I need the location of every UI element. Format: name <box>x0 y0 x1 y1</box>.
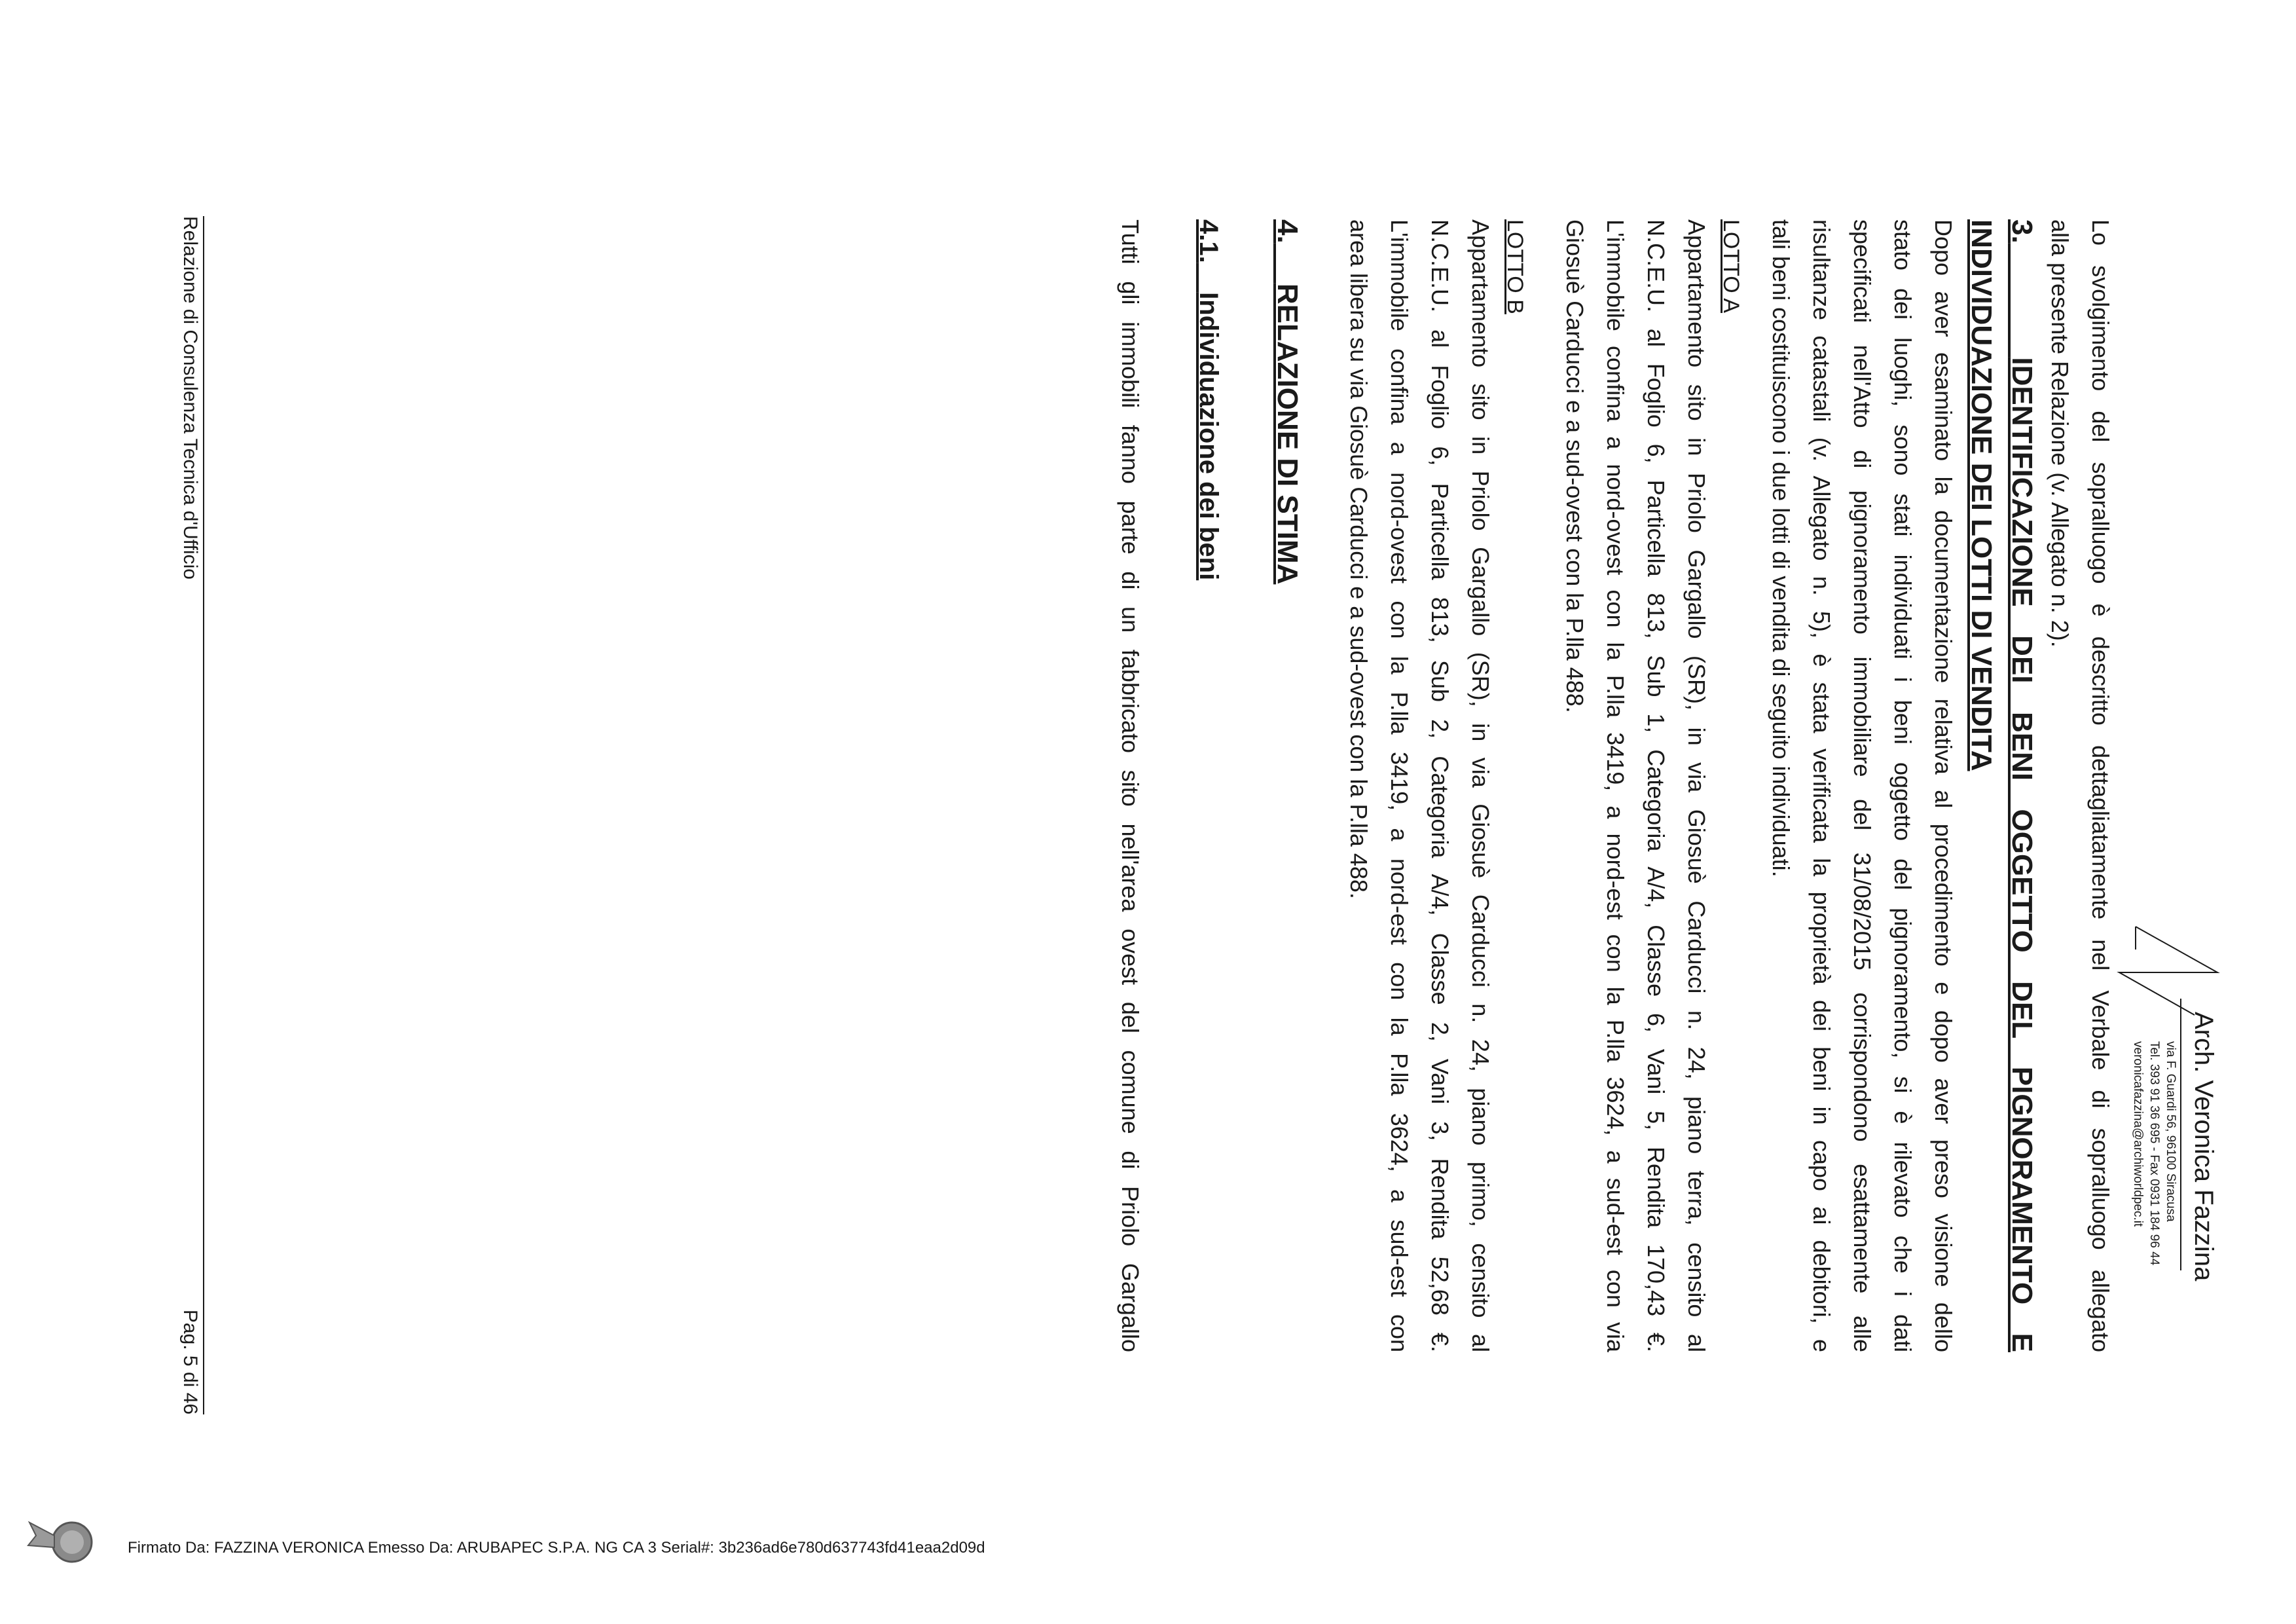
lotto-a-line: N.C.E.U. al Foglio 6, Particella 813, Sub 1, Categoria A/4, Classe 6, Vani 5, Rendita 170,43 €. <box>1643 219 1669 1352</box>
section-4-1-title: Individuazione dei beni <box>1194 292 1223 581</box>
lotto-a-description <box>1554 219 1717 1352</box>
footer-title: Relazione di Consulenza Tecnica d'Ufficio <box>179 216 201 580</box>
section-3-paragraph <box>1760 219 1963 1352</box>
section-4-1-number: 4.1. <box>1194 219 1223 263</box>
letterhead-address: via F. Guardi 56, 96100 Siracusa <box>2164 1041 2178 1222</box>
paragraph-line: tali beni costituiscono i due lotti di vendita di seguito individuati. <box>1768 219 1795 877</box>
page-number: Pag. 5 di 46 <box>179 1309 201 1414</box>
section-3-heading <box>1961 219 2042 1352</box>
seal-icon <box>23 1509 101 1575</box>
architect-logo-icon <box>2109 923 2234 1022</box>
section-4-1-paragraph <box>1110 219 1150 1352</box>
section-3-number: 3. <box>2006 219 2038 244</box>
lotto-a-line: L'immobile confina a nord-ovest con la P.lla 3419, a nord-est con la P.lla 3624, a sud-est con via <box>1602 219 1629 1352</box>
lotto-b-line: area libera su via Giosuè Carducci e a sud-ovest con la P.lla 488. <box>1345 219 1372 899</box>
lotto-a-label: LOTTO A <box>1719 219 1743 313</box>
letterhead-email: veronicafazzina@archiworldpec.it <box>2131 1041 2145 1227</box>
section-3-title: IDENTIFICAZIONE DEI BENI OGGETTO DEL PIGNORAMENTO E <box>2006 357 2038 1352</box>
paragraph-line: risultanze catastali (v. Allegato n. 5), è stata verificata la proprietà dei beni in capo ai debitori, e <box>1808 219 1835 1352</box>
intro-paragraph <box>2039 219 2121 1352</box>
letterhead-phone: Tel. 393 91 36 695 - Fax 0931 184 96 44 <box>2147 1041 2161 1266</box>
section-4-heading <box>1267 219 1307 584</box>
digital-signature-strip: Firmato Da: FAZZINA VERONICA Emesso Da: ARUBAPEC S.P.A. NG CA 3 Serial#: 3b236ad6e780d637743fd41eaa2d09d <box>128 1539 985 1557</box>
section-3-title-line1 <box>2001 219 2042 1352</box>
section-4-1-heading <box>1188 219 1229 580</box>
section-4-number: 4. <box>1271 219 1303 244</box>
paragraph-line: specificati nell'Atto di pignoramento immobiliare del 31/08/2015 corrispondono esattamente alle <box>1849 219 1876 1352</box>
lotto-b-line: Appartamento sito in Priolo Gargallo (SR), in via Giosuè Carducci n. 24, piano primo, censito al <box>1467 219 1494 1352</box>
letterhead-name: Arch. Veronica Fazzina <box>2189 1012 2218 1282</box>
letterhead-rule <box>2180 999 2181 1270</box>
lotto-a-line: Appartamento sito in Priolo Gargallo (SR), in via Giosuè Carducci n. 24, piano terra, censito al <box>1683 219 1710 1352</box>
paragraph-line: Tutti gli immobili fanno parte di un fabbricato sito nell'area ovest del comune di Priolo Gargallo <box>1117 219 1144 1352</box>
footer-rule <box>203 216 204 1414</box>
section-4-title: RELAZIONE DI STIMA <box>1271 283 1303 585</box>
lotto-b-line: N.C.E.U. al Foglio 6, Particella 813, Sub 2, Categoria A/4, Classe 2, Vani 3, Rendita 52,68 €. <box>1427 219 1453 1352</box>
lotto-b-line: L'immobile confina a nord-ovest con la P.lla 3419, a nord-est con la P.lla 3624, a sud-est con <box>1386 219 1413 1352</box>
intro-line: Lo svolgimento del sopralluogo è descritto dettagliatamente nel Verbale di sopralluogo allegato <box>2087 219 2114 1352</box>
lotto-b-description <box>1338 219 1501 1352</box>
paragraph-line: Dopo aver esaminato la documentazione relativa al procedimento e dopo aver preso visione dello <box>1930 219 1957 1352</box>
lotto-a-line: Giosuè Carducci e a sud-ovest con la P.lla 488. <box>1561 219 1588 713</box>
section-3-title-line2: INDIVIDUAZIONE DEI LOTTI DI VENDITA <box>1965 219 1997 771</box>
lotto-b-label: LOTTO B <box>1503 219 1527 314</box>
paragraph-line: stato dei luoghi, sono stati individuati i beni oggetto del pignoramento, si è rilevato che i dati <box>1889 219 1916 1352</box>
intro-line: alla presente Relazione (v. Allegato n. 2). <box>2047 219 2073 648</box>
